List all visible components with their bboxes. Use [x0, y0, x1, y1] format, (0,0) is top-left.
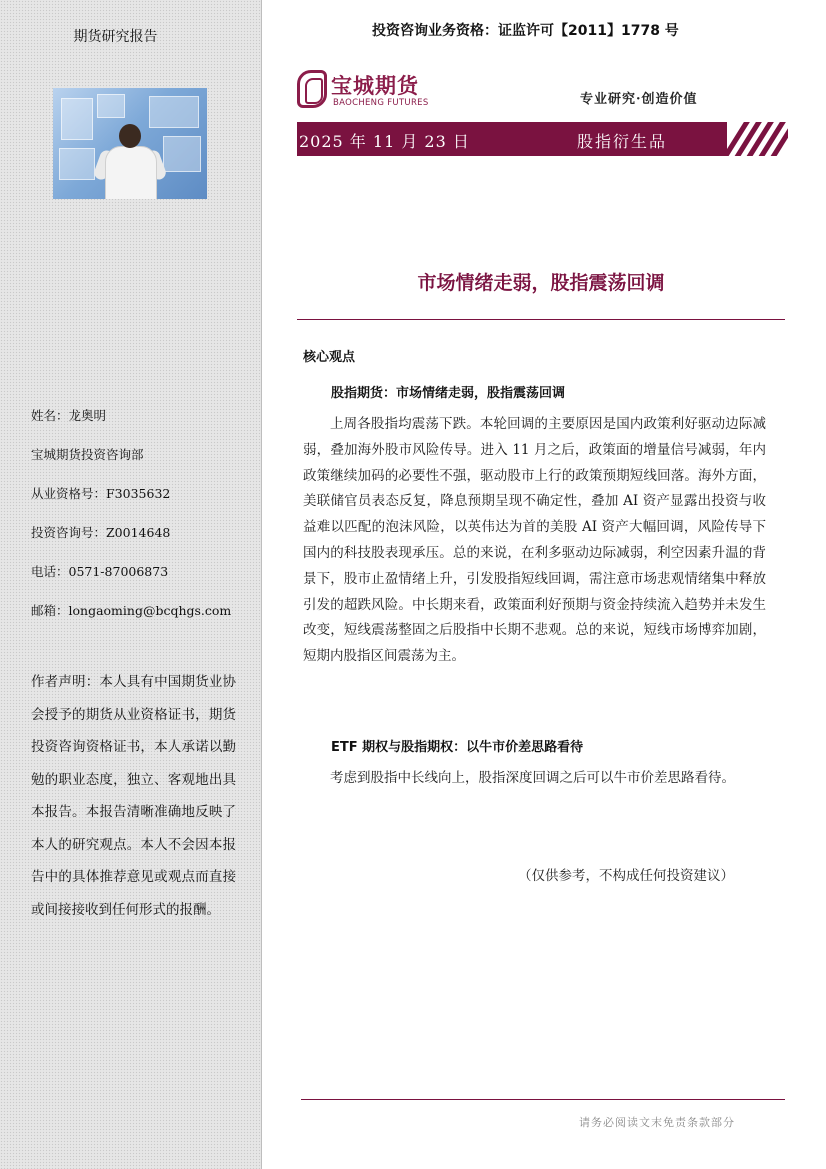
logo-cn-text: 宝城期货: [331, 73, 419, 98]
author-email[interactable]: 邮箱：longaoming@bcqhgs.com: [31, 603, 232, 618]
author-info: [31, 396, 236, 630]
banner-stripes: [718, 122, 788, 156]
author-department: 宝城期货投资咨询部: [31, 447, 144, 462]
businessman-image-icon: [53, 88, 207, 199]
report-title: 市场情绪走弱，股指震荡回调: [417, 272, 665, 294]
qualification-text: 投资咨询业务资格：证监许可【2011】1778 号: [372, 23, 679, 39]
report-sector: 股指衍生品: [577, 132, 668, 151]
reference-only-note: （仅供参考，不构成任何投资建议）: [518, 868, 734, 884]
author-consult-number: 投资咨询号：Z0014648: [31, 525, 171, 540]
title-divider: [297, 319, 785, 320]
sidebar: [0, 0, 262, 1169]
footer-divider: [301, 1099, 785, 1100]
report-type-label: 期货研究报告: [73, 29, 158, 45]
report-date: 2025 年 11 月 23 日: [299, 132, 470, 151]
subheading-index-futures: 股指期货：市场情绪走弱，股指震荡回调: [331, 386, 566, 401]
slogan: 专业研究·创造价值: [580, 92, 698, 107]
section-heading-core-views: 核心观点: [303, 350, 356, 365]
footer-disclaimer-link: 请务必阅读文末免责条款部分: [579, 1116, 735, 1129]
paragraph-index-futures: 上周各股指均震荡下跌。本轮回调的主要原因是国内政策利好驱动边际减弱，叠加海外股市风险传导。进入 11 月之后，政策面的增量信号减弱，年内政策继续加码的必要性不强，驱动股市上行的政策预期短线回落。海外方面，美联储官员表态反复，降息预期呈现不确定性，叠加 AI 资产显露出投资与收益难以匹配的泡沫风险，以英伟达为首的美股 AI 资产大幅回调，风险传导下国内的科技股表现承压。总的来说，在利多驱动边际减弱，利空因素升温的背景下，股市止盈情绪上升，引发股指短线回调，需注意市场悲观情绪集中释放引发的超跌风险。中长期来看，政策面利好预期与资金持续流入趋势并未发生改变，短线震荡整固之后股指中长期不悲观。总的来说，短线市场博弈加剧，短期内股指区间震荡为主。: [303, 416, 766, 665]
author-phone: 电话：0571-87006873: [31, 564, 169, 579]
logo-en-text: BAOCHENG FUTURES: [333, 98, 429, 108]
paragraph-options: 考虑到股指中长线向上，股指深度回调之后可以牛市价差思路看待。: [330, 770, 735, 786]
company-logo: [297, 70, 437, 110]
author-name: 姓名：龙奥明: [31, 408, 107, 423]
subheading-options: ETF 期权与股指期权：以牛市价差思路看待: [331, 740, 584, 755]
author-license: 从业资格号：F3035632: [31, 486, 171, 501]
author-statement: 作者声明：本人具有中国期货业协会授予的期货从业资格证书，期货投资咨询资格证书，本人承诺以勤勉的职业态度，独立、客观地出具本报告。本报告清晰准确地反映了本人的研究观点。本人不会因本报告中的具体推荐意见或观点而直接或间接接收到任何形式的报酬。: [31, 674, 236, 918]
logo-mark-icon: [297, 70, 327, 108]
